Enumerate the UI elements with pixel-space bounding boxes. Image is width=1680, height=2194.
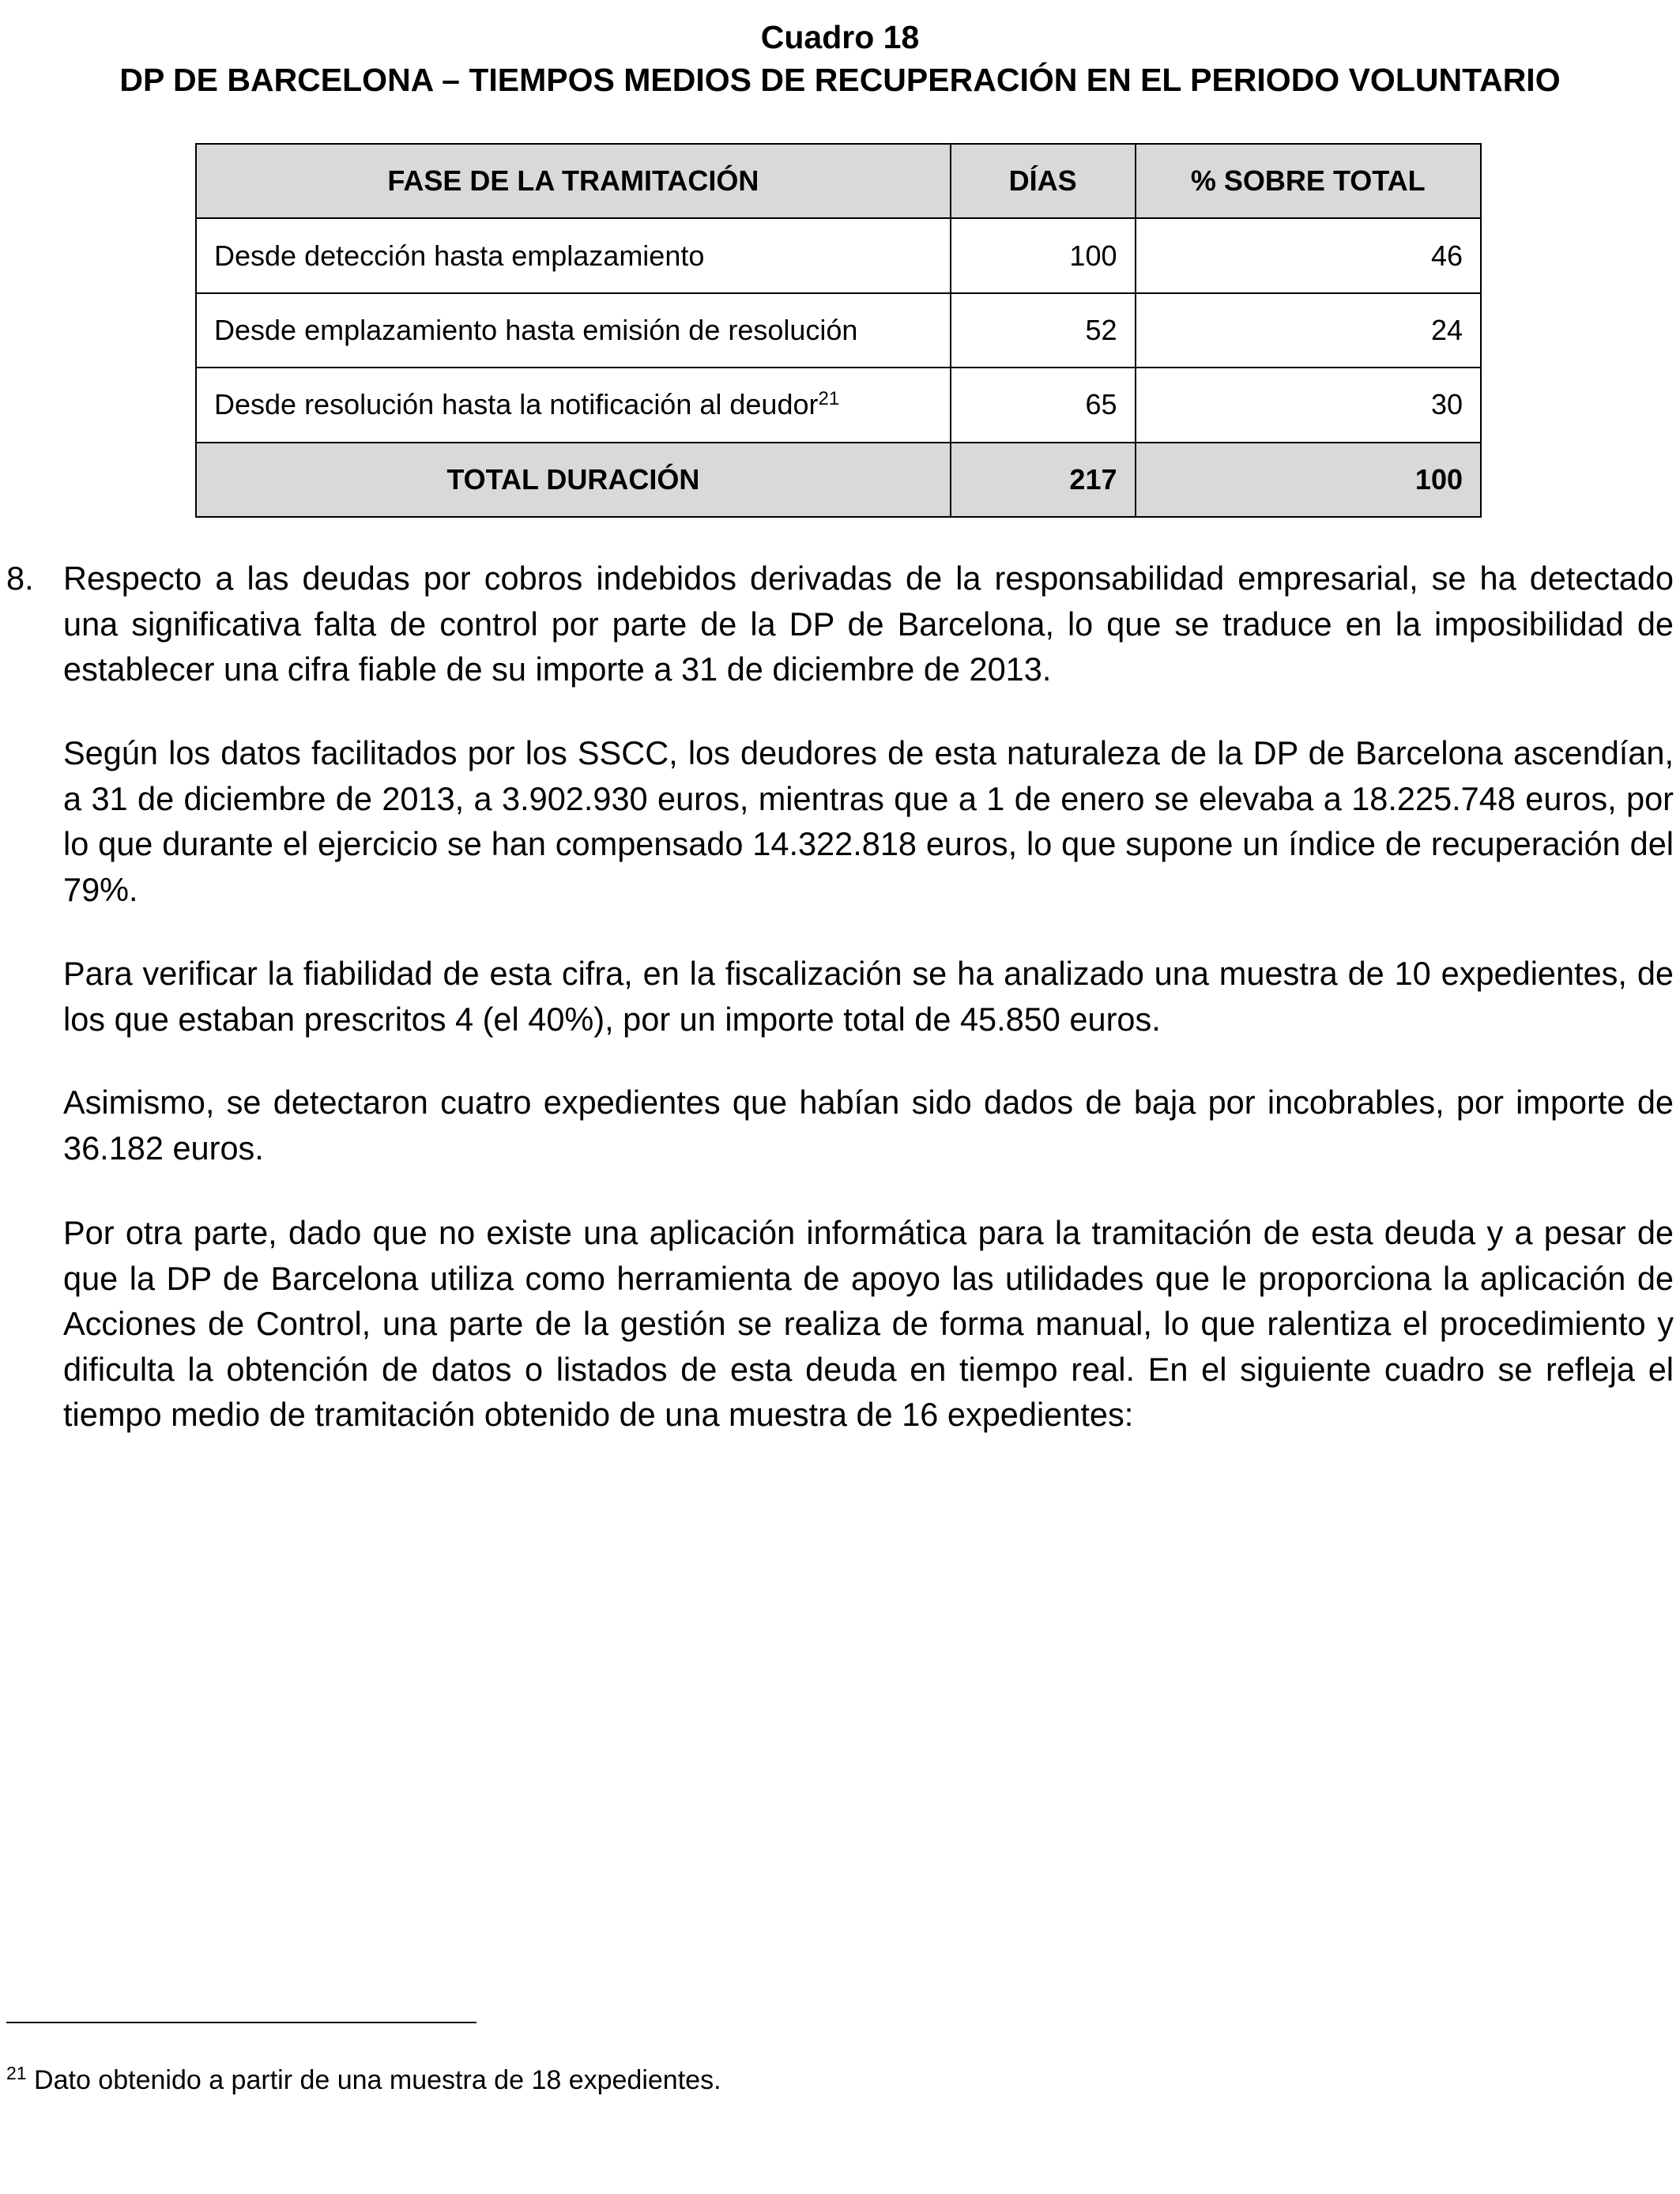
table-total-row bbox=[196, 443, 1481, 517]
cell-pct: 30 bbox=[1136, 368, 1482, 442]
total-label: TOTAL DURACIÓN bbox=[196, 443, 951, 517]
table-caption-number: Cuadro 18 bbox=[760, 19, 920, 55]
cell-fase-text: Desde resolución hasta la notificación al deudor bbox=[214, 388, 819, 421]
header-dias: DÍAS bbox=[951, 144, 1136, 218]
table-row bbox=[196, 293, 1481, 368]
table-caption-title: DP DE BARCELONA – TIEMPOS MEDIOS DE RECUPERACIÓN EN EL PERIODO VOLUNTARIO bbox=[119, 62, 1561, 98]
total-pct: 100 bbox=[1136, 443, 1482, 517]
total-dias: 217 bbox=[951, 443, 1136, 517]
footnote-number: 21 bbox=[6, 2063, 27, 2083]
cell-pct: 24 bbox=[1136, 293, 1482, 368]
recovery-times-table bbox=[195, 143, 1482, 518]
cell-dias: 52 bbox=[951, 293, 1136, 368]
cell-pct: 46 bbox=[1136, 218, 1482, 292]
cell-dias: 65 bbox=[951, 368, 1136, 442]
table-row bbox=[196, 368, 1481, 442]
footnote-text: Dato obtenido a partir de una muestra de 18 expedientes. bbox=[26, 2065, 721, 2095]
header-fase: FASE DE LA TRAMITACIÓN bbox=[196, 144, 951, 218]
footnote bbox=[6, 2063, 721, 2098]
footnote-separator bbox=[6, 2022, 477, 2023]
table-row bbox=[196, 218, 1481, 292]
paragraph: Asimismo, se detectaron cuatro expedientes que habían sido dados de baja por incobrables, por importe de 36.182 euros. bbox=[63, 1084, 1674, 1167]
footnote-ref[interactable]: 21 bbox=[818, 388, 840, 410]
paragraph: Para verificar la fiabilidad de esta cifra, en la fiscalización se ha analizado una muestra de 10 expedientes, de los que estaban prescritos 4 (el 40%), por un importe total de 45.850 euros. bbox=[63, 955, 1674, 1038]
paragraph: Según los datos facilitados por los SSCC, los deudores de esta naturaleza de la DP de Barcelona ascendían, a 31 de diciembre de 2013, a 3.902.930 euros, mientras que a 1 de enero se elevaba a 18.225.748 euros, por lo que durante el ejercicio se han compensado 14.322.818 euros, lo que supone un índice de recuperación del 79%. bbox=[63, 734, 1674, 908]
header-pct: % SOBRE TOTAL bbox=[1136, 144, 1482, 218]
cell-dias: 100 bbox=[951, 218, 1136, 292]
table-header-row bbox=[196, 144, 1481, 218]
paragraph: Por otra parte, dado que no existe una aplicación informática para la tramitación de esta deuda y a pesar de que la DP de Barcelona utiliza como herramienta de apoyo las utilidades que le proporciona la aplicación de Acciones de Control, una parte de la gestión se realiza de forma manual, lo que ralentiza el procedimiento y dificulta la obtención de datos o listados de esta deuda en tiempo real. En el siguiente cuadro se refleja el tiempo medio de tramitación obtenido de una muestra de 16 expedientes: bbox=[63, 1214, 1674, 1433]
cell-fase bbox=[196, 368, 951, 442]
paragraph-number: 8. bbox=[6, 560, 34, 597]
cell-fase: Desde detección hasta emplazamiento bbox=[196, 218, 951, 292]
cell-fase: Desde emplazamiento hasta emisión de resolución bbox=[196, 293, 951, 368]
paragraph-8: Respecto a las deudas por cobros indebidos derivadas de la responsabilidad empresarial, se ha detectado una significativa falta de control por parte de la DP de Barcelona, lo que se traduce en la imposibilidad de establecer una cifra fiable de su importe a 31 de diciembre de 2013. bbox=[63, 560, 1674, 688]
